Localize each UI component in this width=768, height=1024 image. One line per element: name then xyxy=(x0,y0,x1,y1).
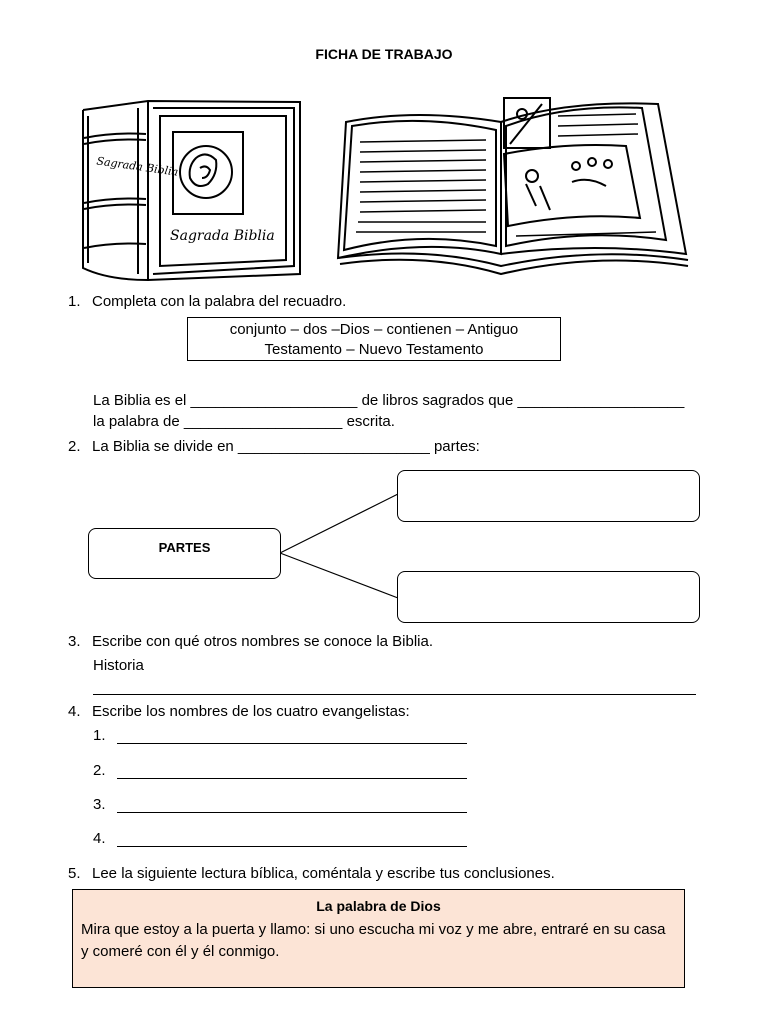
reading-box xyxy=(72,889,685,988)
part-answer-box-2[interactable] xyxy=(397,571,700,623)
question-2-number: 2. xyxy=(68,438,81,455)
partes-box xyxy=(88,528,281,579)
question-3 xyxy=(68,633,433,650)
reading-text: Mira que estoy a la puerta y llamo: si uno escucha mi voz y me abre, entraré en su casa y comeré con él y él conmigo. xyxy=(81,921,666,960)
evangelist-item-1[interactable] xyxy=(93,727,106,744)
evangelist-line-3[interactable] xyxy=(117,812,467,813)
cover-text: Sagrada Biblia xyxy=(170,228,275,244)
spine-text: Sagrada Biblia xyxy=(95,154,180,179)
evangelist-line-4[interactable] xyxy=(117,846,467,847)
question-3-number: 3. xyxy=(68,633,81,650)
reading-title: La palabra de Dios xyxy=(316,898,441,914)
evangelist-number: 1. xyxy=(93,727,106,744)
page-title: FICHA DE TRABAJO xyxy=(315,46,453,62)
evangelist-line-2[interactable] xyxy=(117,778,467,779)
question-1-number: 1. xyxy=(68,293,81,310)
question-4-text: Escribe los nombres de los cuatro evangelistas: xyxy=(92,703,410,720)
evangelist-item-3[interactable] xyxy=(93,796,106,813)
evangelist-item-2[interactable] xyxy=(93,762,106,779)
question-5-text: Lee la siguiente lectura bíblica, coméntala y escribe tus conclusiones. xyxy=(92,865,555,882)
evangelist-number: 4. xyxy=(93,830,106,847)
word-box-line-1: conjunto – dos –Dios – contienen – Antiguo xyxy=(229,321,519,338)
question-1-text: Completa con la palabra del recuadro. xyxy=(92,293,347,310)
fill-sentence-line-1[interactable]: La Biblia es el ____________________ de libros sagrados que ____________________ xyxy=(93,392,685,409)
question-3-answer-line[interactable] xyxy=(93,694,696,695)
part-answer-box-1[interactable] xyxy=(397,470,700,522)
partes-label: PARTES xyxy=(158,540,211,555)
question-5 xyxy=(68,865,555,882)
evangelist-item-4[interactable] xyxy=(93,830,106,847)
evangelist-number: 2. xyxy=(93,762,106,779)
fill-sentence-line-2[interactable]: la palabra de ___________________ escrita. xyxy=(93,413,395,430)
question-5-number: 5. xyxy=(68,865,81,882)
word-box-line-2: Testamento – Nuevo Testamento xyxy=(264,341,484,358)
question-3-text: Escribe con qué otros nombres se conoce la Biblia. xyxy=(92,633,434,650)
evangelist-line-1[interactable] xyxy=(117,743,467,744)
question-4-number: 4. xyxy=(68,703,81,720)
question-4 xyxy=(68,703,410,720)
question-3-answer[interactable]: Historia xyxy=(93,657,144,674)
question-2-text[interactable]: La Biblia se divide en _______________________ partes: xyxy=(92,438,480,455)
evangelist-number: 3. xyxy=(93,796,106,813)
